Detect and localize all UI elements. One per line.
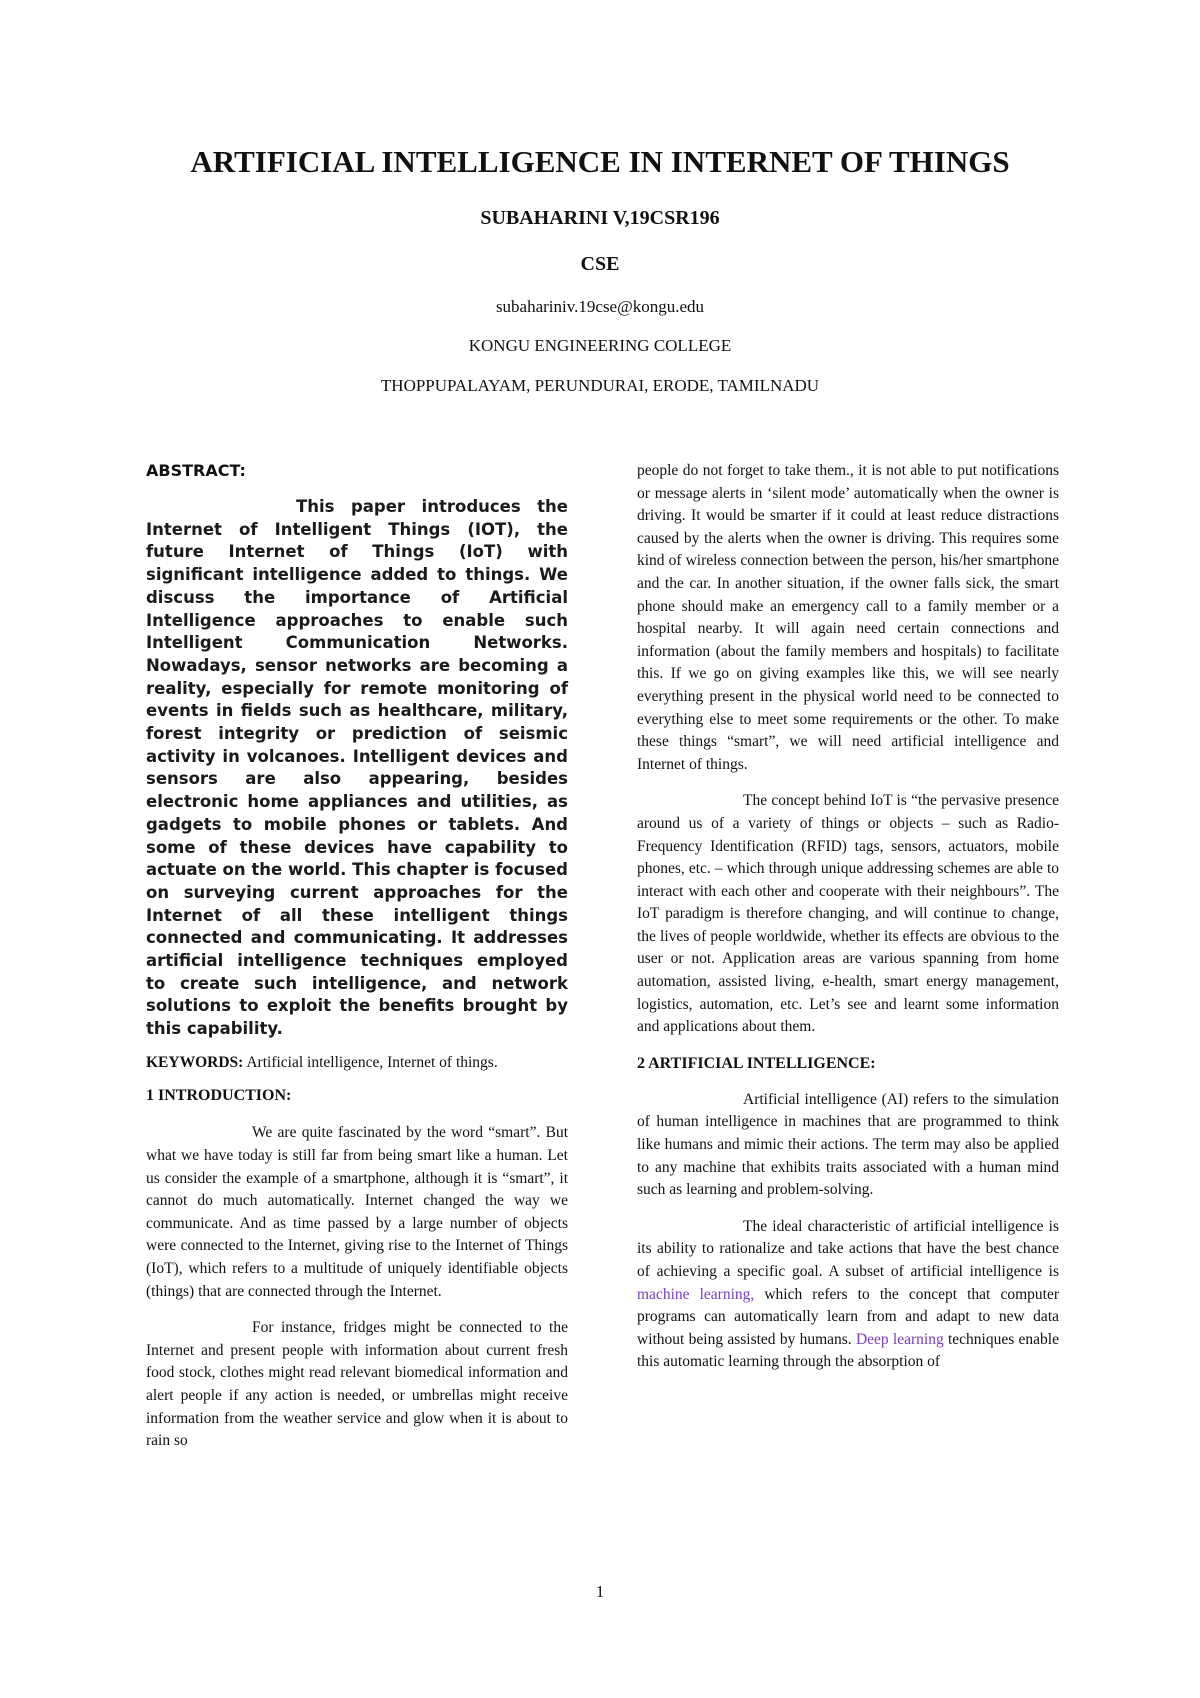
intro-paragraph-2: For instance, fridges might be connected to the Internet and present people with information about current fresh food stock, clothes might read relevant biomedical information and alert people if any action is needed, or umbrellas might receive information from the weather service and glow when it is about to rain so	[146, 1319, 568, 1450]
ai-paragraph-2-part-a: The ideal characteristic of artificial intelligence is its ability to rationalize and take actions that have the best chance of achieving a specific goal. A subset of artificial intelligence is	[637, 1217, 1059, 1280]
paper-title: ARTIFICIAL INTELLIGENCE IN INTERNET OF THINGS	[190, 144, 1010, 179]
ai-paragraph-2-part-c: techniques enable this automatic learning through the absorption of	[637, 1330, 1059, 1371]
left-column	[146, 460, 568, 1453]
abstract-body	[146, 496, 568, 1041]
section-heading-introduction: 1 INTRODUCTION:	[146, 1087, 292, 1105]
author-email: subahariniv.19cse@kongu.edu	[495, 297, 705, 316]
intro-paragraph-1: We are quite fascinated by the word “smart”. But what we have today is still far from being smart like a human. Let us consider the example of a smartphone, although it is “smart”, it cannot do much automatically. Internet changed the way we communicate. And as time passed by a large number of objects were connected to the Internet, giving rise to the Internet of Things (IoT), which refers to a multitude of uniquely identifiable objects (things) that are connected through the Internet.	[146, 1124, 568, 1300]
abstract-text: This paper introduces the Internet of Intelligent Things (IOT), the future Internet of Things (IoT) with significant intelligence added to things. We discuss the importance of Artificial Intelligence approaches to enable such Intelligent Communication Networks. Nowadays, sensor networks are becoming a reality, especially for remote monitoring of events in fields such as healthcare, military, forest integrity or prediction of seismic activity in volcanoes. Intelligent devices and sensors are also appearing, besides electronic home appliances and utilities, as gadgets to mobile phones or tablets. And some of these devices have capability to actuate on the world. This chapter is focused on surveying current approaches for the Internet of all these intelligent things connected and communicating. It addresses artificial intelligence techniques employed to create such intelligence, and network solutions to exploit the benefits brought by this capability.	[146, 497, 568, 1039]
ai-paragraph-2	[637, 1216, 1059, 1374]
college-name: KONGU ENGINEERING COLLEGE	[468, 336, 732, 355]
section-heading-ai: 2 ARTIFICIAL INTELLIGENCE:	[637, 1054, 876, 1072]
keywords-text: Artificial intelligence, Internet of things.	[243, 1053, 498, 1071]
intro-paragraph-3: The concept behind IoT is “the pervasive presence around us of a variety of things or objects – such as Radio-Frequency Identification (RFID) tags, sensors, actuators, mobile phones, etc. – which through unique addressing schemes are able to interact with each other and cooperate with their neighbours”. The IoT paradigm is therefore changing, and will continue to change, the lives of people worldwide, whether its effects are obvious to the user or not. Application areas are various spanning from home automation, assisted living, e-health, smart energy management, logistics, automation, etc. Let’s see and learnt some information and applications about them.	[637, 792, 1059, 1036]
abstract-heading: ABSTRACT:	[146, 461, 246, 480]
ai-paragraph-2-part-b: which refers to the concept that computer programs can automatically learn from and adapt to new data without being assisted by humans.	[637, 1285, 1059, 1348]
machine-learning-link[interactable]: machine learning,	[637, 1285, 755, 1303]
right-column	[637, 460, 1059, 1374]
page-number: 1	[595, 1582, 605, 1601]
deep-learning-link[interactable]: Deep learning	[855, 1330, 944, 1348]
author-line: SUBAHARINI V,19CSR196	[480, 207, 720, 229]
keywords-label: KEYWORDS:	[146, 1053, 244, 1071]
ai-paragraph-1: Artificial intelligence (AI) refers to the simulation of human intelligence in machines that are programmed to think like humans and mimic their actions. The term may also be applied to any machine that exhibits traits associated with a human mind such as learning and problem-solving.	[637, 1090, 1059, 1199]
intro-paragraph-2-continued: people do not forget to take them., it is not able to put notifications or message alerts in ‘silent mode’ automatically when the owner is driving. It would be smarter if it could at least reduce distractions caused by the alerts when the owner is driving. This requires some kind of wireless connection between the person, his/her smartphone and the car. In another situation, if the owner falls sick, the smart phone should make an emergency call to a family member or a hospital nearby. It will again need certain connections and information (about the family members and hospitals) to facilitate this. If we go on giving examples like this, we will see nearly everything present in the physical world need to be connected to everything else to meet some requirements or the other. To make these things “smart”, we will need artificial intelligence and Internet of things.	[637, 462, 1059, 773]
department-line: CSE	[580, 253, 620, 275]
keywords-line	[146, 1052, 568, 1075]
college-address: THOPPUPALAYAM, PERUNDURAI, ERODE, TAMILNADU	[380, 376, 820, 395]
